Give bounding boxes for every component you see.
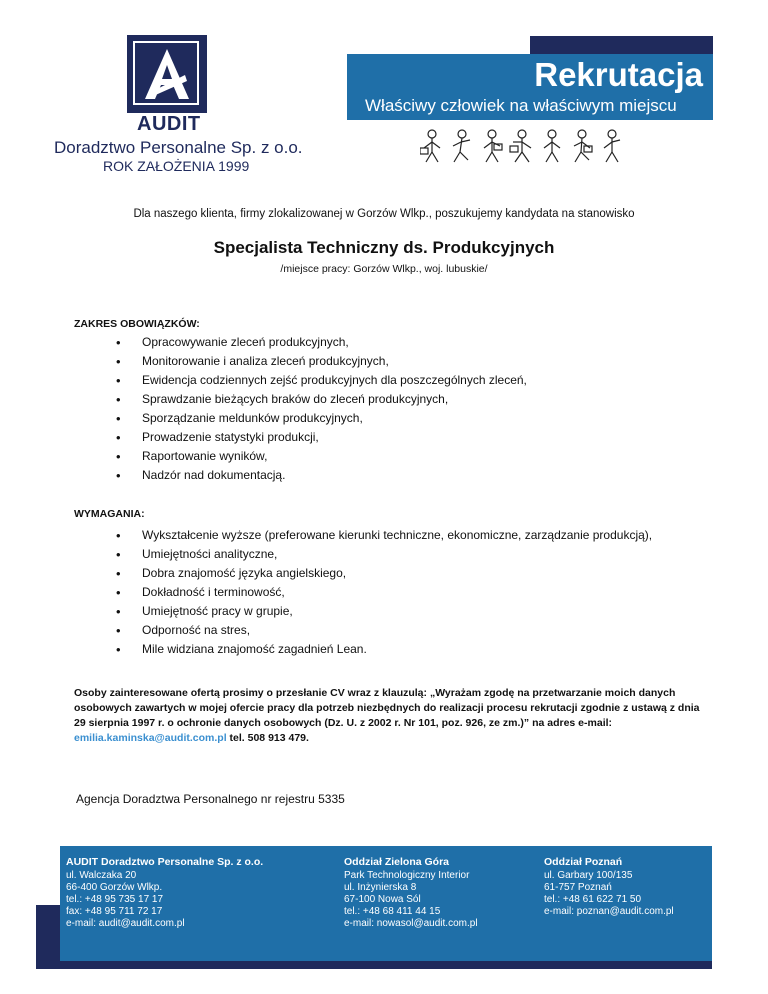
duty-item: • Monitorowanie i analiza zleceń produkcyjnych, — [114, 352, 527, 371]
footer-line: ul. Garbary 100/135 — [544, 870, 633, 881]
footer-zielona-gora — [344, 856, 478, 930]
job-title: Specjalista Techniczny ds. Produkcyjnych — [213, 238, 555, 257]
requirements-list — [114, 526, 652, 659]
figure-icon — [420, 130, 440, 162]
footer-line: 67-100 Nowa Sól — [344, 894, 421, 905]
figure-icon — [604, 130, 620, 162]
footer-email[interactable]: e-mail: poznan@audit.com.pl — [544, 906, 674, 917]
requirement-item: • Umiejętności analityczne, — [114, 545, 652, 564]
footer-line: ul. Inżynierska 8 — [344, 882, 417, 893]
recruitment-banner — [347, 54, 713, 120]
banner-accent — [530, 36, 713, 56]
duty-item: • Sprawdzanie bieżących braków do zleceń produkcyjnych, — [114, 390, 527, 409]
requirements-heading: WYMAGANIA: — [74, 508, 145, 520]
figure-icon — [544, 130, 560, 162]
duties-list — [114, 333, 527, 485]
footer-heading: Oddział Zielona Góra — [344, 856, 450, 868]
duties-heading: ZAKRES OBOWIĄZKÓW: — [74, 318, 200, 330]
duty-item: • Prowadzenie statystyki produkcji, — [114, 428, 527, 447]
footer-line: tel.: +48 95 735 17 17 — [66, 894, 164, 905]
contact-email-link[interactable]: emilia.kaminska@audit.com.pl — [74, 732, 227, 744]
brand-name: AUDIT — [137, 113, 201, 135]
requirement-item: • Odporność na stres, — [114, 621, 652, 640]
figure-icon — [484, 130, 502, 162]
footer-line: 61-757 Poznań — [544, 882, 612, 893]
brand-founded: ROK ZAŁOŻENIA 1999 — [103, 158, 250, 174]
requirement-item: • Wykształcenie wyższe (preferowane kierunki techniczne, ekonomiczne, zarządzanie produkcją), — [114, 526, 652, 545]
footer-email[interactable]: e-mail: audit@audit.com.pl — [66, 918, 185, 929]
footer-line: fax: +48 95 711 72 17 — [66, 906, 163, 917]
contact-phone: tel. 508 913 479. — [226, 732, 309, 744]
footer-heading: AUDIT Doradztwo Personalne Sp. z o.o. — [66, 856, 264, 868]
application-text: Osoby zainteresowane ofertą prosimy o przesłanie CV wraz z klauzulą: „Wyrażam zgodę na przetwarzanie moich danych osobowych zawartych w mojej ofercie pracy dla potrzeb niezbędnych do realizacji procesu rekrutacji zgodnie z ustawą z dnia 29 sierpnia 1997 r. o ochronie danych osobowych (Dz. U. z 2002 r. Nr 101, poz. 926, ze zm.)” na adres e-mail: — [74, 687, 700, 729]
duty-item: • Ewidencja codziennych zejść produkcyjnych dla poszczególnych zleceń, — [114, 371, 527, 390]
banner-title: Rekrutacja — [534, 56, 703, 93]
figure-icon — [510, 130, 531, 162]
application-instructions — [74, 686, 714, 746]
requirement-item: • Dokładność i terminowość, — [114, 583, 652, 602]
agency-registry: Agencja Doradztwa Personalnego nr rejestru 5335 — [76, 792, 345, 806]
duty-item: • Sporządzanie meldunków produkcyjnych, — [114, 409, 527, 428]
duty-item: • Raportowanie wyników, — [114, 447, 527, 466]
duty-item: • Opracowywanie zleceń produkcyjnych, — [114, 333, 527, 352]
requirement-item: • Umiejętność pracy w grupie, — [114, 602, 652, 621]
footer-line: tel.: +48 61 622 71 50 — [544, 894, 642, 905]
footer-contact-panel — [60, 846, 712, 961]
footer-line: ul. Walczaka 20 — [66, 870, 137, 881]
duty-item: • Nadzór nad dokumentacją. — [114, 466, 527, 485]
footer-headquarters — [66, 856, 263, 930]
footer-line: 66-400 Gorzów Wlkp. — [66, 882, 163, 893]
requirement-item: • Dobra znajomość języka angielskiego, — [114, 564, 652, 583]
figure-icon — [574, 130, 592, 162]
company-logo — [127, 35, 207, 113]
footer-line: tel.: +48 68 411 44 15 — [344, 906, 441, 917]
figure-icon — [453, 130, 470, 162]
job-location: /miejsce pracy: Gorzów Wlkp., woj. lubuskie/ — [280, 263, 488, 275]
footer-email[interactable]: e-mail: nowasol@audit.com.pl — [344, 918, 478, 929]
banner-subtitle: Właściwy człowiek na właściwym miejscu — [365, 96, 677, 115]
brand-subtitle: Doradztwo Personalne Sp. z o.o. — [54, 138, 303, 157]
footer-heading: Oddział Poznań — [544, 856, 623, 868]
requirement-item: • Mile widziana znajomość zagadnień Lean. — [114, 640, 652, 659]
stick-figures-illustration — [420, 128, 640, 168]
footer-line: Park Technologiczny Interior — [344, 870, 470, 881]
intro-text: Dla naszego klienta, firmy zlokalizowanej w Gorzów Wlkp., poszukujemy kandydata na stanowisko — [133, 208, 635, 220]
footer-poznan — [544, 856, 674, 918]
logo-a-mark — [127, 35, 207, 113]
